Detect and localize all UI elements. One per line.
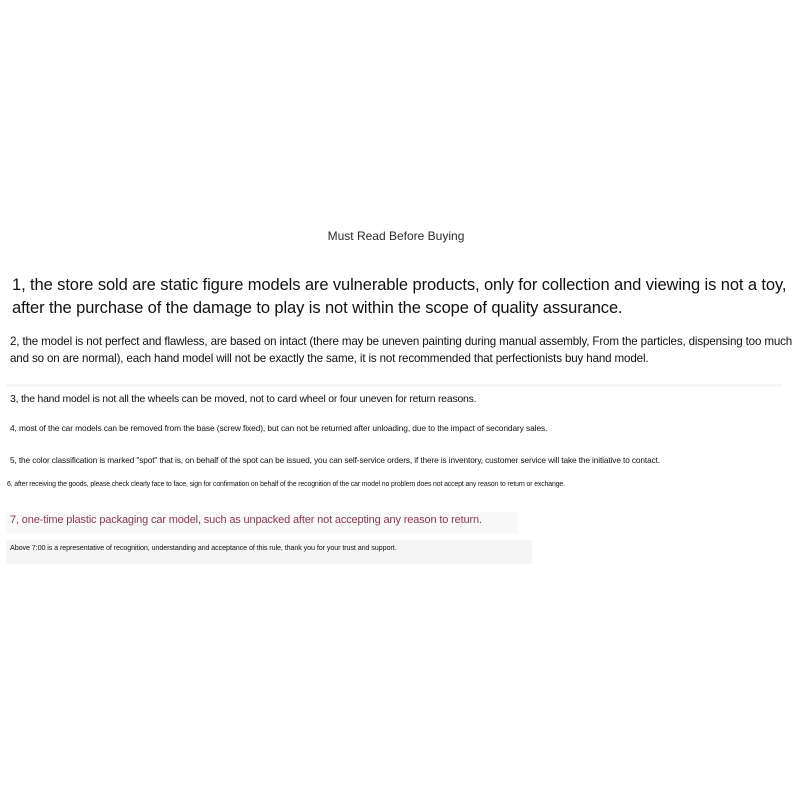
notice-item-6: 6, after receiving the goods, please check clearly face to face, sign for confirmation on behalf of the recognition of the car model no problem does not accept any reason to return or exchange. [7, 481, 565, 488]
notice-item-2: 2, the model is not perfect and flawless, are based on intact (there may be uneven painting during manual assembly, From the particles, dispensing too much and so on are normal), each hand model will not be exactly the same, it is not recommended that perfectionists buy hand model. [10, 335, 793, 365]
notice-item-7: 7, one-time plastic packaging car model, such as unpacked after not accepting any reason to return. [10, 514, 482, 526]
background-band [6, 384, 782, 387]
notice-title: Must Read Before Buying [327, 229, 465, 243]
notice-item-4: 4, most of the car models can be removed from the base (screw fixed), but can not be returned after unloading, due to the impact of secondary sales. [10, 423, 548, 433]
notice-closing-statement: Above 7:00 is a representative of recognition, understanding and acceptance of this rule, thank you for your trust and support. [10, 543, 397, 552]
notice-item-1: 1, the store sold are static figure models are vulnerable products, only for collection and viewing is not a toy, after the purchase of the damage to play is not within the scope of quality assurance. [12, 276, 787, 317]
notice-item-5: 5, the color classification is marked "spot" that is, on behalf of the spot can be issued, you can self-service orders, if there is inventory, customer service will take the initiative to contact. [10, 455, 660, 465]
notice-item-3: 3, the hand model is not all the wheels can be moved, not to card wheel or four uneven for return reasons. [10, 394, 477, 405]
